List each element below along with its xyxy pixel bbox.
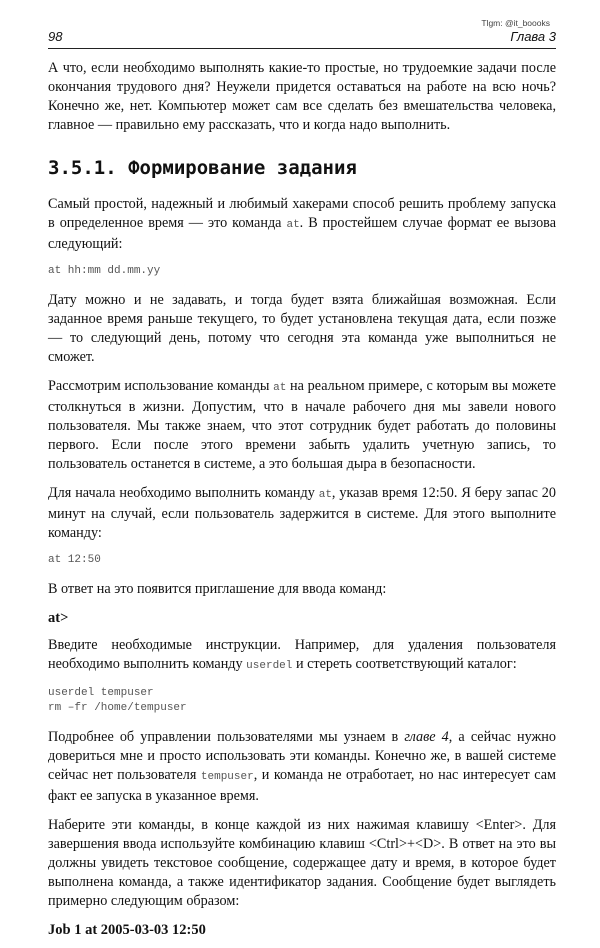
- paragraph-user-management: Подробнее об управлении пользователями мы узнаем в главе 4, а сейчас нужно довериться мне и просто использовать эти команды. Конечно же, в вашей системе сейчас нет пользователя tempuser, и команда не отработает, но нас интересует сам факт ее запуска в указанное время.: [48, 729, 557, 804]
- at-prompt: at>: [48, 610, 69, 626]
- paragraph-intro: А что, если необходимо выполнять какие-то простые, но трудоемкие задачи после окончания трудового дня? Неужели придется оставаться на работе на всю ночь? Конечно же, нет. Компьютер может сам все сделать без вмешательства человека, главное — правильно ему рассказать, что и когда надо выполнить.: [48, 60, 556, 133]
- paragraph-finish-input: Наберите эти команды, в конце каждой из них нажимая клавишу <Enter>. Для завершения ввода используйте комбинацию клавиш <Ctrl>+<D>. В ответ на это вы должны увидеть текстовое сообщение, содержащее дату и время, в которое будет выполнена команда, а также идентификатор задания. Сообщение будет выглядеть примерно следующим образом:: [48, 817, 556, 909]
- paragraph-prompt-info: В ответ на это появится приглашение для ввода команд:: [48, 581, 387, 597]
- page-body: [48, 59, 556, 948]
- inline-code-tempuser: tempuser: [200, 771, 254, 783]
- running-header: [48, 28, 556, 49]
- inline-code-at: at: [273, 382, 287, 394]
- page-number: 98: [48, 29, 63, 44]
- code-at-time: at 12:50: [48, 554, 101, 566]
- code-delete-user: userdel tempuser rm –fr /home/tempuser: [48, 687, 187, 714]
- section-title: 3.5.1. Формирование задания: [48, 157, 357, 179]
- inline-code-at: at: [286, 219, 300, 231]
- paragraph-run-at: Для начала необходимо выполнить команду at, указав время 12:50. Я беру запас 20 минут на случай, если пользователь задержится в системе. Для этого выполните команду:: [48, 485, 556, 541]
- paragraph-at-command: Самый простой, надежный и любимый хакерами способ решить проблему запуска в определенное время — это команда at. В простейшем случае формат ее вызова следующий:: [48, 196, 556, 252]
- chapter-label: Глава 3: [510, 29, 556, 44]
- code-at-format: at hh:mm dd.mm.yy: [48, 265, 161, 277]
- inline-code-at: at: [318, 489, 332, 501]
- chapter-reference: главе 4: [404, 729, 449, 745]
- inline-code-userdel: userdel: [246, 660, 293, 672]
- paragraph-instructions: Введите необходимые инструкции. Например, для удаления пользователя необходимо выполнить команду userdel и стереть соответствующий каталог:: [48, 637, 556, 672]
- watermark-text: Tlgm: @it_boooks: [481, 18, 550, 28]
- paragraph-date-rules: Дату можно и не задавать, и тогда будет взята ближайшая возможная. Если заданное время раньше текущего, то будет установлена текущая дата, если позже — то следующий день, потому что сегодня эта команда уже выполниться не сможет.: [48, 292, 556, 365]
- job-message: Job 1 at 2005-03-03 12:50: [48, 922, 206, 938]
- paragraph-example: Рассмотрим использование команды at на реальном примере, с которым вы можете столкнуться в жизни. Допустим, что в начале рабочего дня мы завели нового пользователя. Мы также знаем, что этот сотрудник будет работать до половины первого. Если после этого времени забыть удалить учетную запись, то пользователь останется в системе, а это большая дыра в безопасности.: [48, 378, 556, 472]
